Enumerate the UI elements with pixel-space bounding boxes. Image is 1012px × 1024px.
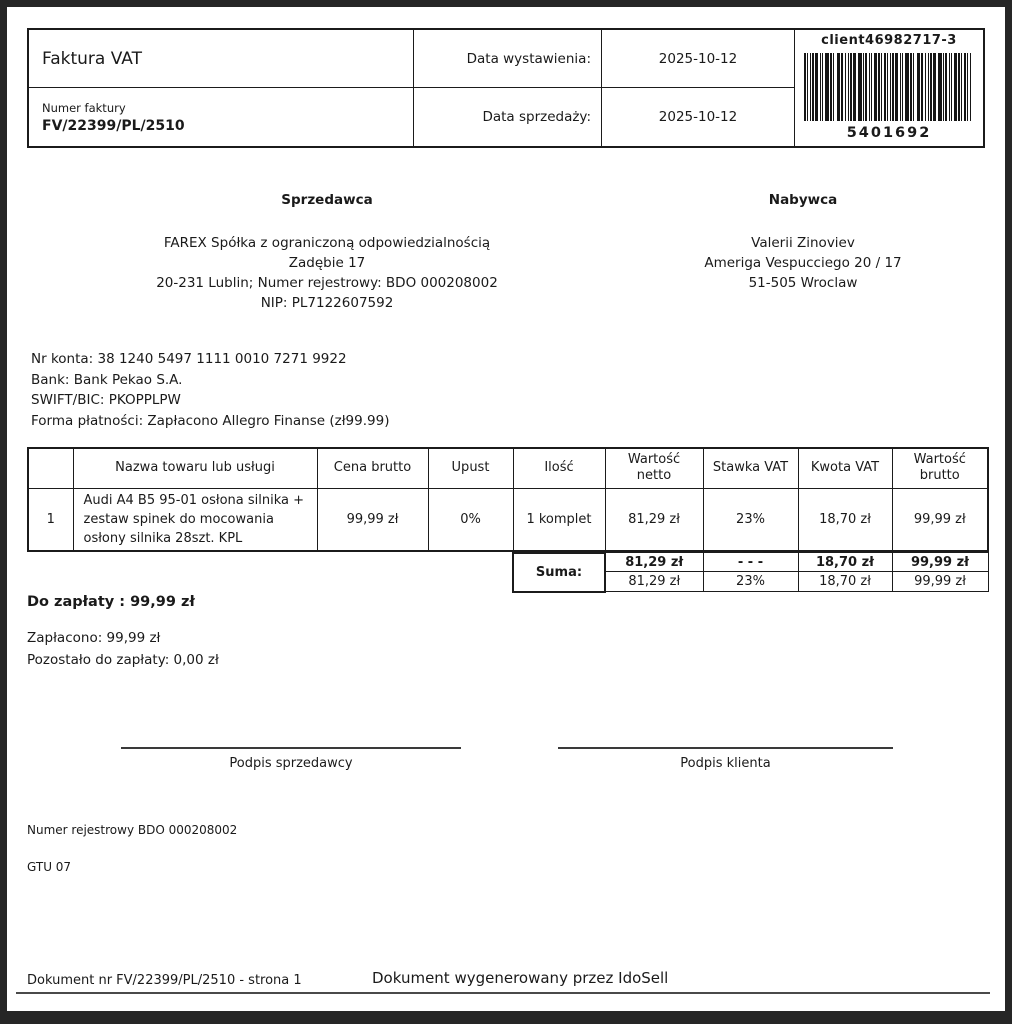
seller-city-registry: 20-231 Lublin; Numer rejestrowy: BDO 000208002 [156, 275, 498, 291]
footer-generated-by: Dokument wygenerowany przez IdoSell [372, 969, 669, 987]
buyer-block [608, 192, 998, 293]
item-name-line: zestaw spinek do mocowania [83, 511, 274, 527]
client-signature-label: Podpis klienta [680, 756, 771, 771]
breakdown-gross: 99,99 zł [892, 572, 988, 592]
seller-street: Zadębie 17 [288, 255, 366, 271]
col-header-quantity: Ilość [513, 448, 605, 488]
summary-vat-rate-total: - - - [703, 553, 798, 572]
items-section [27, 447, 989, 593]
items-table-header-row [28, 448, 988, 488]
col-header-gross-value: Wartość brutto [892, 448, 988, 488]
invoice-number-label: Numer faktury [42, 100, 126, 115]
sale-date-label: Data sprzedaży: [414, 88, 602, 146]
item-discount: 0% [428, 488, 513, 551]
col-header-no [28, 448, 73, 488]
table-row [28, 488, 988, 551]
col-header-name: Nazwa towaru lub usługi [73, 448, 317, 488]
gtu-note: GTU 07 [27, 860, 72, 874]
item-name [73, 488, 317, 551]
invoice-number-cell [29, 88, 414, 146]
item-name-line: osłony silnika 28szt. KPL [83, 530, 243, 546]
summary-table [512, 552, 989, 593]
footer-divider [16, 992, 990, 994]
item-vat-rate: 23% [703, 488, 798, 551]
breakdown-net: 81,29 zł [605, 572, 703, 592]
issue-date-value: 2025-10-12 [602, 30, 795, 88]
barcode-block [795, 30, 983, 146]
registry-note: Numer rejestrowy BDO 000208002 [27, 823, 238, 837]
page-frame-top [0, 0, 1012, 7]
seller-signature-area [121, 747, 461, 771]
item-gross-price: 99,99 zł [317, 488, 428, 551]
footer-document-number: Dokument nr FV/22399/PL/2510 - strona 1 [27, 973, 302, 988]
amount-remaining: Pozostało do zapłaty: 0,00 zł [27, 652, 219, 668]
items-table [27, 447, 989, 552]
breakdown-vat: 18,70 zł [798, 572, 892, 592]
seller-name: FAREX Spółka z ograniczoną odpowiedzialnością [163, 235, 491, 251]
item-gross-value: 99,99 zł [892, 488, 988, 551]
summary-label: Suma: [513, 553, 605, 592]
summary-vat-total: 18,70 zł [798, 553, 892, 572]
swift-line: SWIFT/BIC: PKOPPLPW [31, 392, 181, 408]
payment-info-block [31, 349, 389, 431]
seller-nip: NIP: PL7122607592 [260, 295, 394, 311]
client-signature-area [558, 747, 893, 771]
col-header-net-value: Wartość netto [605, 448, 703, 488]
barcode-client-code: client46982717-3 [821, 33, 957, 48]
buyer-heading: Nabywca [768, 192, 838, 208]
payment-method-line: Forma płatności: Zapłacono Allegro Finanse (zł99.99) [31, 412, 390, 429]
page-frame-bottom [0, 1011, 1012, 1024]
summary-net-total: 81,29 zł [605, 553, 703, 572]
invoice-number-value: FV/22399/PL/2510 [42, 117, 185, 134]
invoice-title: Faktura VAT [29, 30, 414, 88]
item-name-line: Audi A4 B5 95-01 osłona silnika + [83, 492, 305, 508]
col-header-discount: Upust [428, 448, 513, 488]
buyer-name: Valerii Zinoviev [751, 235, 855, 251]
issue-date-label: Data wystawienia: [414, 30, 602, 88]
barcode-number: 5401692 [846, 125, 932, 141]
breakdown-vat-rate: 23% [703, 572, 798, 592]
page-frame-left [0, 0, 7, 1024]
col-header-vat-rate: Stawka VAT [703, 448, 798, 488]
summary-gross-total: 99,99 zł [892, 553, 988, 572]
col-header-vat-amount: Kwota VAT [798, 448, 892, 488]
page-frame-right [1005, 0, 1012, 1024]
seller-signature-label: Podpis sprzedawcy [229, 756, 353, 771]
bank-name-line: Bank: Bank Pekao S.A. [31, 371, 183, 388]
buyer-city: 51-505 Wroclaw [748, 275, 858, 291]
bank-account-line: Nr konta: 38 1240 5497 1111 0010 7271 9922 [31, 351, 347, 367]
invoice-header-band [27, 28, 985, 148]
item-vat-amount: 18,70 zł [798, 488, 892, 551]
seller-block [127, 192, 527, 313]
seller-heading: Sprzedawca [281, 192, 373, 208]
amount-due: Do zapłaty : 99,99 zł [27, 594, 195, 610]
sale-date-value: 2025-10-12 [602, 88, 795, 146]
buyer-street: Ameriga Vespucciego 20 / 17 [704, 255, 902, 271]
summary-total-row [513, 553, 988, 572]
item-net-value: 81,29 zł [605, 488, 703, 551]
item-quantity: 1 komplet [513, 488, 605, 551]
item-no: 1 [28, 488, 73, 551]
col-header-gross-price: Cena brutto [317, 448, 428, 488]
amount-paid: Zapłacono: 99,99 zł [27, 630, 161, 646]
barcode-icon [802, 53, 976, 121]
